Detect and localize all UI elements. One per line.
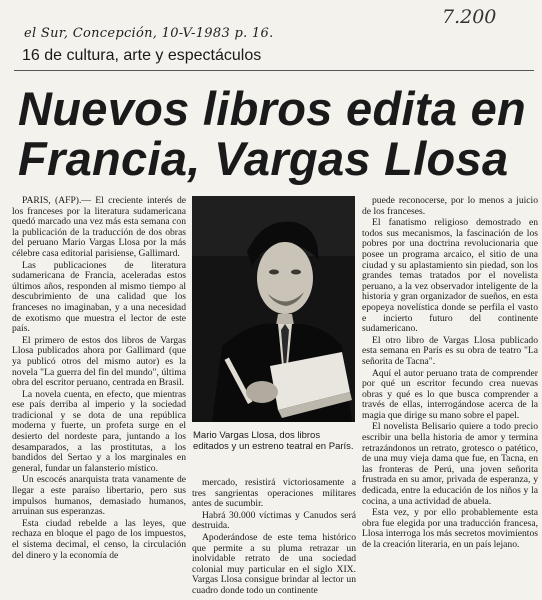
article-column-3 xyxy=(362,196,538,552)
section-header: 16 de cultura, arte y espectáculos xyxy=(22,47,262,64)
paragraph: El novelista Belisario quiere a todo precio escribir una bella historia de amor y termina retrazándonos un retrato, grotesco o patético, de una muy vieja dama que fue, en Tacna, en las fronteras de Perú, una joven señorita frustrada en su amor, privada de esperanza, y dedicada, entre la educación de los niños y la cocina, a una actividad de abuela. xyxy=(362,421,538,507)
paragraph: PARIS, (AFP).— El creciente interés de los franceses por la literatura sudamericana quedó marcado una vez más esta semana con la publicación de la traducción de dos obras del peruano Mario Vargas Llosa por la más célebre casa editorial parisiense, Gallimard. xyxy=(12,195,186,259)
paragraph: La novela cuenta, en efecto, que mientras ese país derriba al imperio y la sociedad tradicional y se dota de una república moderna y fuerte, un profeta surge en el desierto del nordeste para, juntando a los desamparados, a las prostitutas, a los bandidos del Sertao y a los marginales en general, fundar un falansterio místico. xyxy=(12,388,186,474)
paragraph: Esta vez, y por ello probablemente esta obra fue elegida por una traducción francesa, Llosa interroga los más secretos movimientos de la creación literaria, en un país lejano. xyxy=(362,507,538,550)
paragraph: El otro libro de Vargas Llosa publicado esta semana en París es su obra de teatro "La señorita de Tacna". xyxy=(362,334,538,367)
handwritten-source-note: el Sur, Concepción, 10-V-1983 p. 16. xyxy=(24,26,274,41)
paragraph: Esta ciudad rebelde a las leyes, que rechaza en bloque el pago de los impuestos, el sistema decimal, el censo, la circulación del dinero y la economía de xyxy=(12,517,186,561)
paragraph: Habrá 30.000 víctimas y Canudos será destruida. xyxy=(192,509,356,532)
author-photo xyxy=(192,196,355,422)
paragraph: mercado, resistirá victoriosamente a tres sangrientas operaciones militares antes de sucumbir. xyxy=(192,477,356,510)
header-rule xyxy=(14,70,534,71)
paragraph: Aquí el autor peruano trata de comprender por qué un escritor fecundo crea nuevas obras y qué es lo que busca comprender a través de ellas, interrogándose acerca de la magia que dirige su mano sobre el papel. xyxy=(362,367,538,421)
handwritten-number: 7.200 xyxy=(442,6,497,28)
paragraph: El fanatismo religioso demostrado en todos sus mecanismos, la fascinación de los pobres por una doctrina revolucionaria que posee un programa arcaico, el sitio de una ciudad y su aplastamiento sin piedad, son los grandes temas tratados por el novelista peruano, a la vez observador inteligente de la historia y gran organizador de sueños, en esta epopeya novelística donde se perfila el vasto e incierto futuro del continente sudamericano. xyxy=(362,217,538,335)
photo-caption: Mario Vargas Llosa, dos libros editados y un estreno teatral en París. xyxy=(193,430,354,452)
paragraph: Las publicaciones de literatura sudamericana de Francia, aceleradas estos últimos años, responden al mismo tiempo al descubrimiento de una calidad que los franceses no imaginaban, y a una necesidad de exotismo que muestra el lector de este país. xyxy=(12,259,186,335)
headline: Nuevos libros edita en Francia, Vargas Llosa xyxy=(18,82,527,185)
paragraph: Apoderándose de este tema histórico que permite a su pluma retrazar un inolvidable retrato de una sociedad colonial muy particular en el siglo XIX. Vargas Llosa consigue brindar al lector un cuadro donde todo un continente xyxy=(192,531,356,596)
article-column-2 xyxy=(192,478,356,598)
paragraph: Un escocés anarquista trata vanamente de llegar a este paraíso libertario, pero sus impulsos humanos, demasiado humanos, arruinan sus esperanzas. xyxy=(12,474,186,518)
paragraph: El primero de estos dos libros de Vargas Llosa publicados ahora por Gallimard (que ya publicó otros del mismo autor) es la novela "La guerra del fin del mundo", última obra del escritor peruano, centrada en Brasil. xyxy=(12,334,186,389)
paragraph: puede reconocerse, por lo menos a juicio de los franceses. xyxy=(362,195,538,217)
article-column-1 xyxy=(12,196,186,562)
author-photo-illustration xyxy=(192,196,355,422)
